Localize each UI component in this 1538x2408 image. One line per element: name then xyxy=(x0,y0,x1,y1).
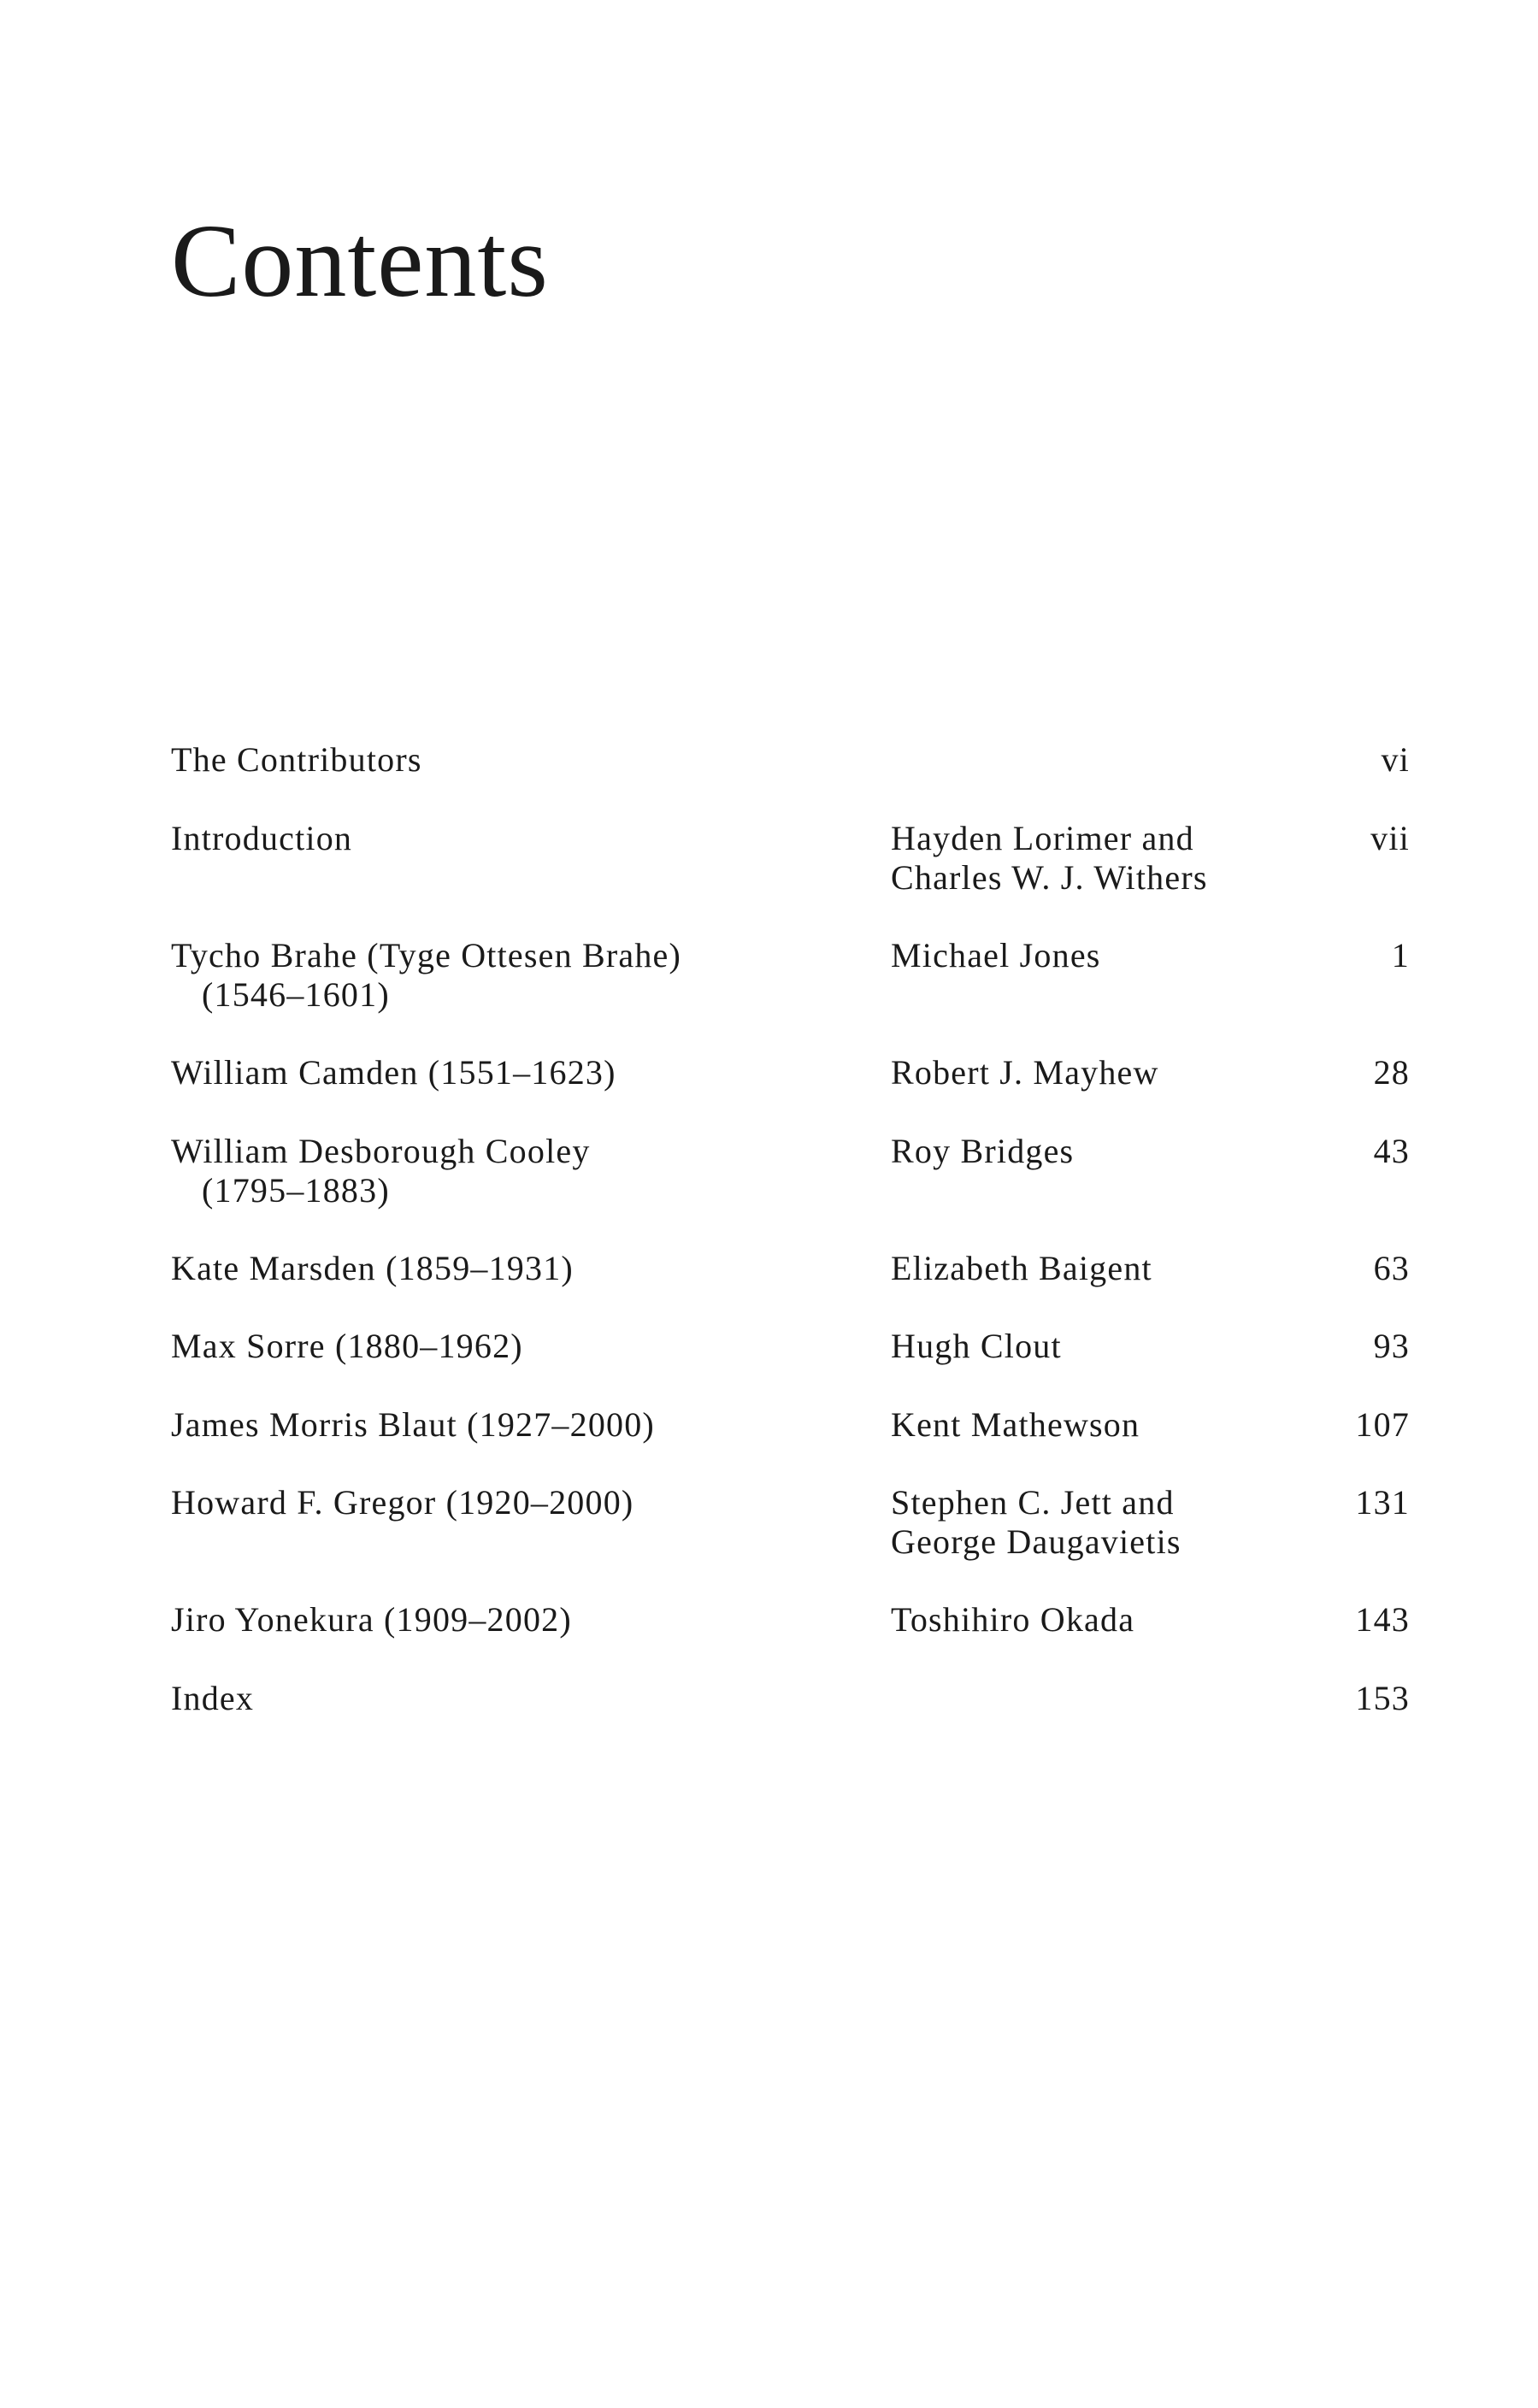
entry-title xyxy=(171,1483,872,1522)
entry-author-line: Robert J. Mayhew xyxy=(891,1053,1159,1092)
entry-title-line: (1795–1883) xyxy=(202,1171,390,1210)
entry-title xyxy=(171,1132,872,1210)
entry-page-number: 93 xyxy=(1373,1327,1410,1365)
entry-page-number: 131 xyxy=(1355,1483,1410,1522)
entry-title xyxy=(171,740,872,780)
entry-title-line: Howard F. Gregor (1920–2000) xyxy=(171,1483,634,1522)
entry-title xyxy=(171,819,872,858)
entry-title-line: Introduction xyxy=(171,819,353,857)
entry-title-line: Index xyxy=(171,1679,255,1717)
entry-title-line: William Camden (1551–1623) xyxy=(171,1053,616,1092)
entry-title xyxy=(171,936,872,1015)
entry-author-line: Roy Bridges xyxy=(891,1132,1075,1170)
entry-page-number: 107 xyxy=(1355,1405,1410,1444)
entry-title-line: The Contributors xyxy=(171,740,422,779)
entry-page-number: 43 xyxy=(1373,1132,1410,1170)
entry-title-line: Jiro Yonekura (1909–2002) xyxy=(171,1600,572,1639)
entry-author-line: Michael Jones xyxy=(891,936,1101,974)
entry-author-line: Kent Mathewson xyxy=(891,1405,1140,1444)
entry-title xyxy=(171,1053,872,1092)
entry-author-line: Stephen C. Jett and xyxy=(891,1483,1175,1522)
entry-author-line: Hugh Clout xyxy=(891,1327,1062,1365)
entry-page-number: vi xyxy=(1381,740,1410,779)
entry-page-number: 1 xyxy=(1391,936,1410,974)
entry-page-number: 153 xyxy=(1355,1679,1410,1717)
page-title: Contents xyxy=(171,203,549,319)
entry-author-line: George Daugavietis xyxy=(891,1522,1181,1561)
entry-page-number: 143 xyxy=(1355,1600,1410,1639)
entry-title xyxy=(171,1679,872,1718)
entry-title xyxy=(171,1249,872,1288)
entry-title-line: Max Sorre (1880–1962) xyxy=(171,1327,523,1365)
entry-title xyxy=(171,1405,872,1445)
entry-title-line: William Desborough Cooley xyxy=(171,1132,591,1170)
entry-author-line: Toshihiro Okada xyxy=(891,1600,1135,1639)
entry-title xyxy=(171,1600,872,1640)
entry-page-number: 63 xyxy=(1373,1249,1410,1287)
entry-page-number: 28 xyxy=(1373,1053,1410,1092)
entry-title-line: Tycho Brahe (Tyge Ottesen Brahe) xyxy=(171,936,682,974)
entry-author-line: Charles W. J. Withers xyxy=(891,858,1208,897)
entry-title-line: (1546–1601) xyxy=(202,975,390,1014)
entry-page-number: vii xyxy=(1370,819,1410,857)
entry-title-line: Kate Marsden (1859–1931) xyxy=(171,1249,574,1287)
entry-title xyxy=(171,1327,872,1366)
entry-author-line: Hayden Lorimer and xyxy=(891,819,1194,857)
entry-author-line: Elizabeth Baigent xyxy=(891,1249,1152,1287)
entry-title-line: James Morris Blaut (1927–2000) xyxy=(171,1405,655,1444)
